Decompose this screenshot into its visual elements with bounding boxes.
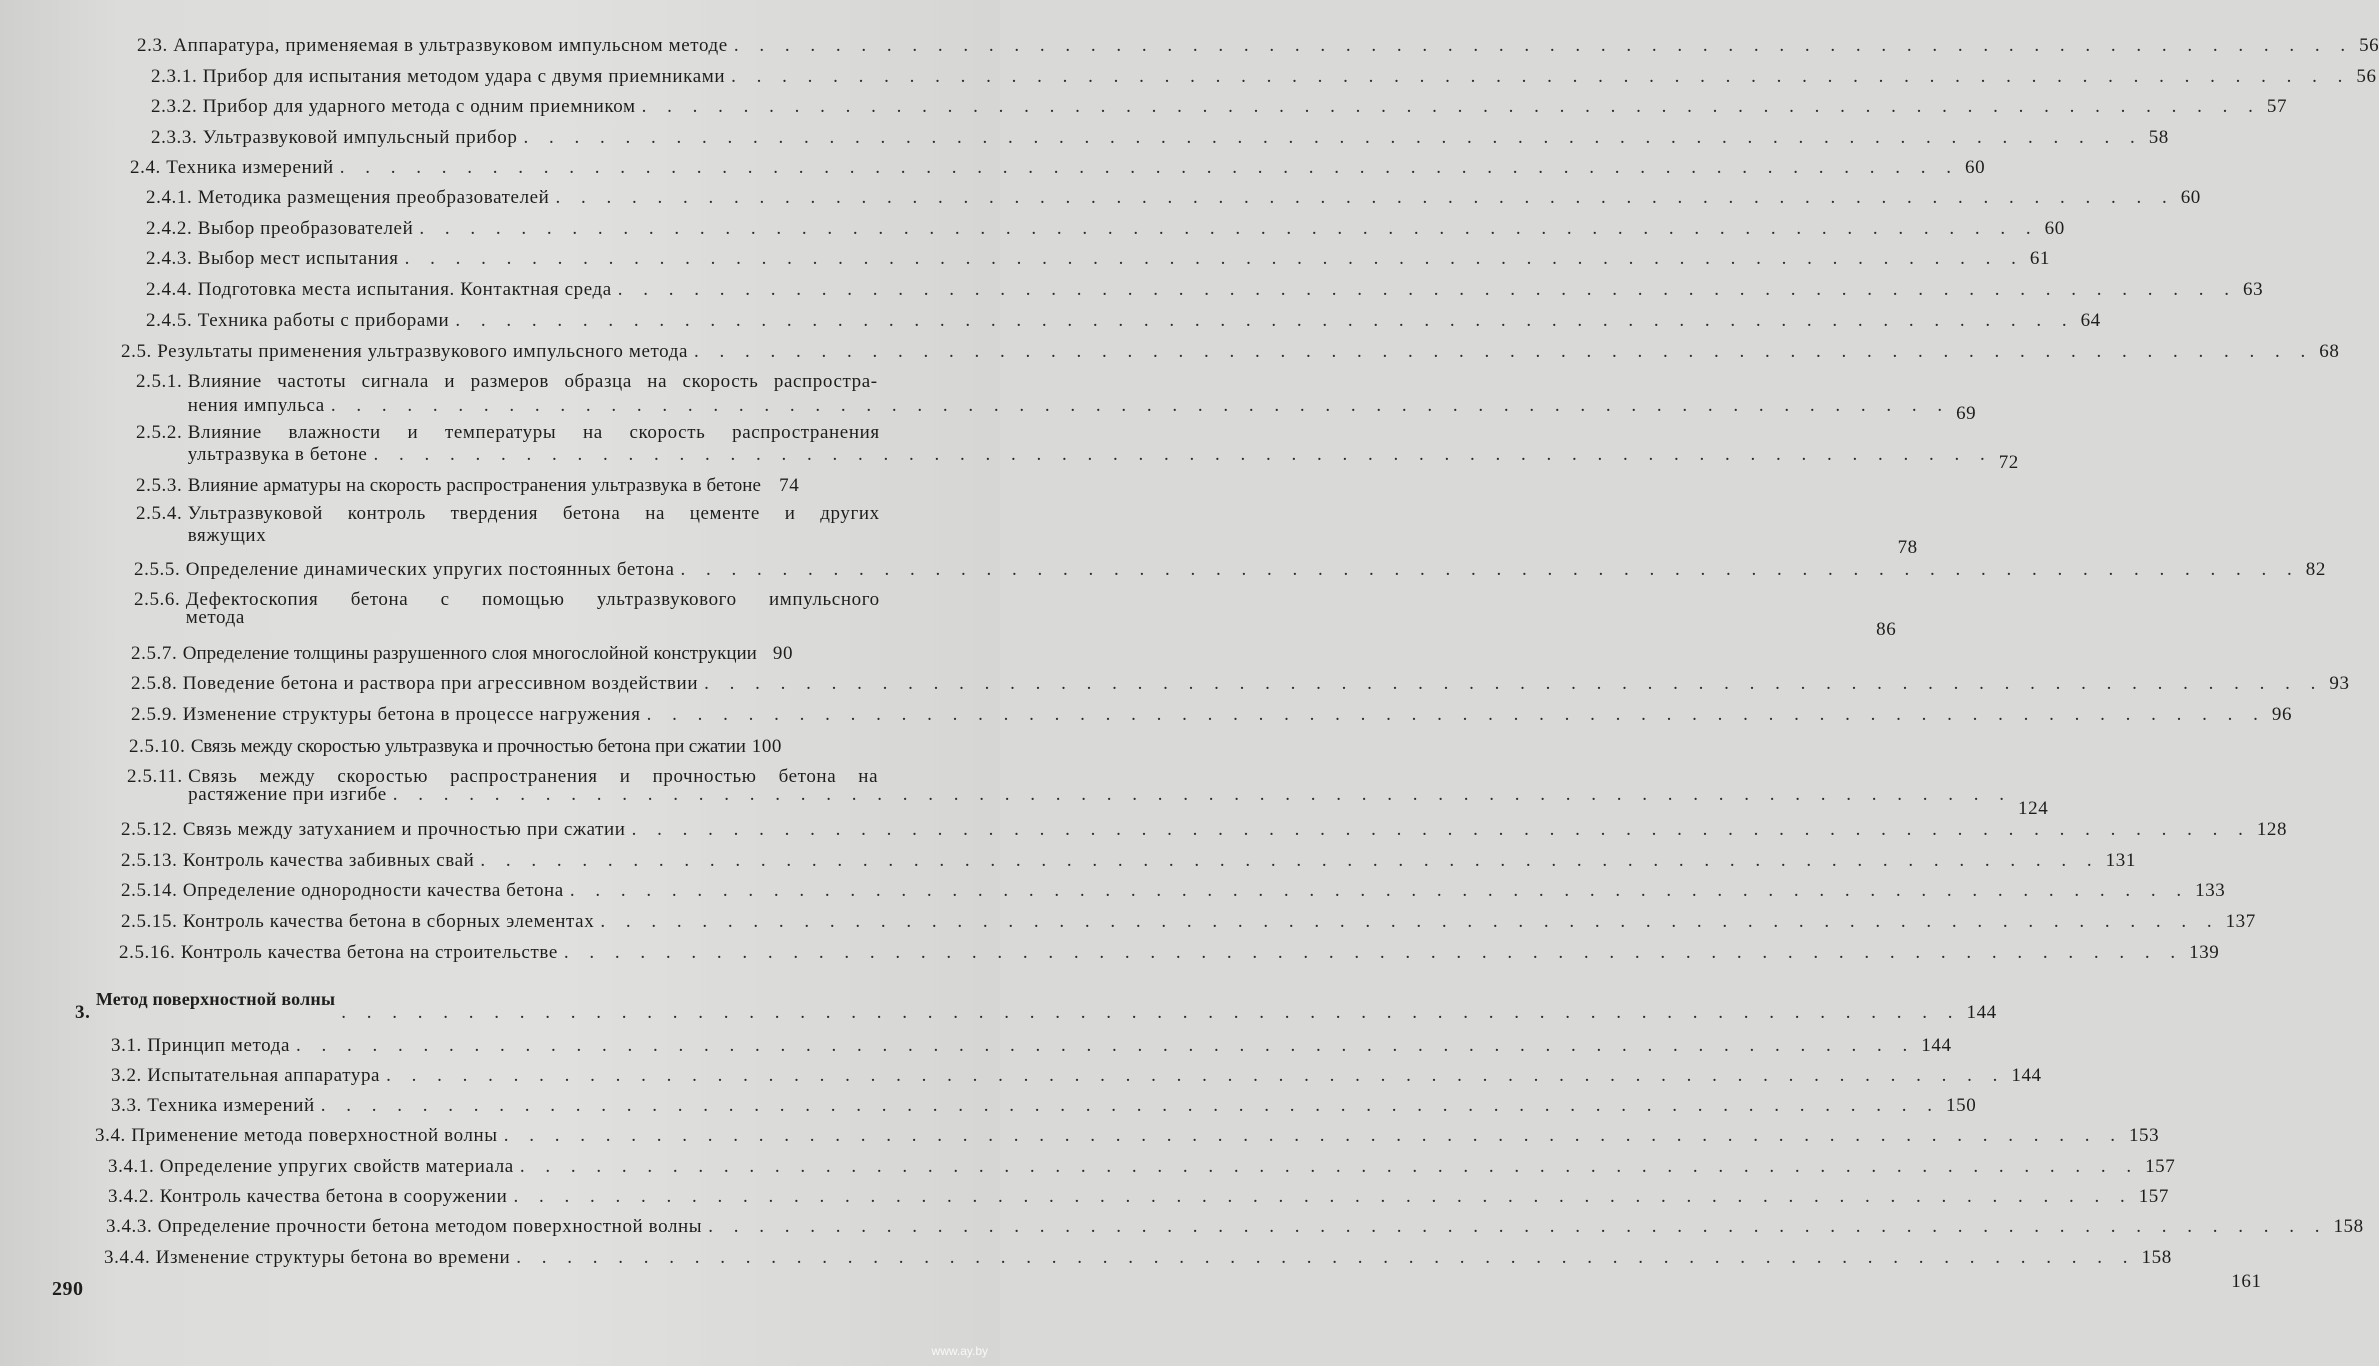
entry-title: Прибор для ударного метода с одним приемником <box>202 96 636 117</box>
dot-leader <box>731 67 2350 87</box>
entry-title: Определение динамических упругих постоянных бетона <box>185 559 675 580</box>
dot-leader <box>555 188 2174 208</box>
entry-page-number: 64 <box>2080 310 2101 331</box>
entry-title: Определение упругих свойств материала <box>159 1156 514 1177</box>
toc-entry <box>130 157 1986 178</box>
toc-entry <box>119 942 2220 963</box>
dot-leader <box>331 396 1950 416</box>
entry-number: 2.4.4. <box>146 279 193 300</box>
entry-page-number: 157 <box>2138 1186 2169 1207</box>
dot-leader <box>600 912 2219 932</box>
toc-entry <box>121 850 2136 871</box>
entry-number: 2.5.5. <box>134 559 181 580</box>
dot-leader <box>734 36 2353 56</box>
entry-number: 2.5.3. <box>136 475 183 496</box>
entry-title-continued: ультразвука в бетоне <box>187 444 368 465</box>
dot-leader <box>564 943 2183 963</box>
entry-title: Контроль качества бетона в сборных элементах <box>182 911 595 932</box>
entry-number: 2.5.10. <box>129 736 186 757</box>
toc-entry <box>151 127 2169 148</box>
entry-number: 3. <box>75 1002 91 1023</box>
entry-page-number: 161 <box>2231 1271 2262 1292</box>
entry-page-number: 60 <box>2044 218 2065 239</box>
entry-title: Определение однородности качества бетона <box>182 880 564 901</box>
dot-leader <box>520 1157 2139 1177</box>
entry-title: Связь между скоростью распространения и прочностью бетона на <box>188 766 879 787</box>
dot-leader <box>504 1126 2123 1146</box>
entry-title: Техника работы с приборами <box>197 310 450 331</box>
entry-title: Применение метода поверхностной волны <box>131 1125 498 1146</box>
entry-title: Методика размещения преобразователей <box>197 187 550 208</box>
entry-title: Техника измерений <box>147 1095 315 1116</box>
entry-page-number: 60 <box>2180 187 2201 208</box>
toc-entry <box>136 476 934 496</box>
entry-title: Влияние арматуры на скорость распространения ультразвука в бетоне <box>187 475 762 496</box>
entry-page-number: 158 <box>2141 1247 2172 1268</box>
entry-number: 2.4.2. <box>146 218 193 239</box>
entry-number: 3.4.3. <box>106 1216 153 1237</box>
entry-title: Влияние влажности и температуры на скорость распространения <box>187 422 880 443</box>
toc-entry <box>111 1095 1977 1116</box>
toc-entry <box>146 187 2201 208</box>
dot-leader <box>680 560 2299 580</box>
entry-page-number: 69 <box>1956 403 1977 424</box>
toc-entry <box>131 673 2350 694</box>
toc-entry <box>121 911 2256 932</box>
entry-title: Испытательная аппаратура <box>147 1065 381 1086</box>
entry-number: 3.4.4. <box>104 1247 151 1268</box>
entry-title: Результаты применения ультразвукового импульсного метода <box>157 341 689 362</box>
entry-page-number: 96 <box>2271 704 2293 725</box>
entry-title: Связь между затуханием и прочностью при сжатии <box>182 819 626 840</box>
entry-title: Прибор для испытания методом удара с двумя приемниками <box>202 66 726 87</box>
entry-number: 2.3.3. <box>151 127 198 148</box>
toc-entry <box>146 218 2065 239</box>
entry-title: Выбор мест испытания <box>197 248 399 269</box>
entry-title: Контроль качества бетона в сооружении <box>159 1186 508 1207</box>
toc-entry <box>111 1035 1952 1056</box>
entry-title: Принцип метода <box>147 1035 291 1056</box>
entry-number: 2.5.4. <box>136 503 183 524</box>
entry-number: 3.4.1. <box>108 1156 155 1177</box>
entry-number: 2.4. <box>130 157 161 178</box>
entry-title: Поведение бетона и раствора при агрессивном воздействии <box>182 673 699 694</box>
entry-page-number: 78 <box>1897 537 1918 558</box>
entry-title: Метод поверхностной волны <box>95 989 336 1009</box>
entry-number: 2.5.9. <box>131 704 178 725</box>
dot-leader <box>296 1036 1915 1056</box>
entry-number: 2.4.1. <box>146 187 193 208</box>
entry-number: 2.5.15. <box>121 911 178 932</box>
entry-title: Изменение структуры бетона во времени <box>155 1247 511 1268</box>
entry-number: 2.4.3. <box>146 248 193 269</box>
dot-leader <box>393 785 2012 805</box>
entry-title: Ультразвуковой контроль твердения бетона на цементе и других <box>187 503 880 524</box>
entry-page-number: 157 <box>2145 1156 2176 1177</box>
toc-entry <box>111 1065 2042 1086</box>
entry-page-number: 90 <box>772 643 794 664</box>
entry-page-number: 133 <box>2195 880 2226 901</box>
entry-page-number: 150 <box>1946 1095 1977 1116</box>
entry-page-number: 144 <box>1921 1035 1952 1056</box>
entry-title: Определение толщины разрушенного слоя многослойной конструкции <box>182 643 757 664</box>
entry-number: 3.4. <box>95 1125 126 1146</box>
entry-title-continued: метода <box>185 607 245 628</box>
toc-entry <box>146 279 2264 300</box>
entry-page-number: 158 <box>2333 1216 2364 1237</box>
entry-title: Аппаратура, применяемая в ультразвуковом импульсном методе <box>173 35 728 56</box>
entry-page-number: 86 <box>1876 619 1897 640</box>
entry-title: Контроль качества бетона на строительстве <box>180 942 558 963</box>
entry-page-number: 137 <box>2225 911 2256 932</box>
entry-number: 3.1. <box>111 1035 142 1056</box>
dot-leader <box>647 705 2266 725</box>
toc-entry <box>136 422 2019 473</box>
entry-number: 3.3. <box>111 1095 142 1116</box>
entry-title-continued: растяжение при изгибе <box>188 784 387 805</box>
entry-page-number: 82 <box>2305 559 2326 580</box>
entry-page-number: 61 <box>2029 248 2051 269</box>
entry-page-number: 144 <box>1966 1002 1997 1023</box>
dot-leader <box>386 1066 2005 1086</box>
entry-number: 2.5.14. <box>121 880 178 901</box>
toc-entry <box>106 1216 2364 1237</box>
entry-number: 2.3. <box>137 35 168 56</box>
toc-entry <box>108 1186 2169 1207</box>
toc-entry <box>129 737 933 757</box>
entry-title: Контроль качества забивных свай <box>182 850 475 871</box>
entry-page-number: 153 <box>2128 1125 2160 1146</box>
dot-leader <box>570 881 2189 901</box>
dot-leader <box>480 851 2099 871</box>
entry-page-number: 68 <box>2319 341 2340 362</box>
dot-leader <box>694 342 2313 362</box>
dot-leader <box>341 1003 1960 1023</box>
dot-leader <box>523 128 2142 148</box>
toc-entry <box>134 589 1897 640</box>
toc-entry <box>121 819 2288 840</box>
toc-entry <box>127 766 2049 819</box>
entry-title: Дефектоскопия бетона с помощью ультразвукового импульсного <box>185 589 880 610</box>
entry-page-number: 63 <box>2243 279 2264 300</box>
entry-page-number: 72 <box>1998 452 2019 473</box>
entry-number: 2.5.1. <box>136 371 183 392</box>
entry-number: 2.5.16. <box>119 942 176 963</box>
toc-entry <box>131 704 2293 725</box>
toc-entry <box>108 1156 2176 1177</box>
entry-title: Изменение структуры бетона в процессе нагружения <box>182 704 641 725</box>
entry-page-number: 56 <box>2359 35 2379 56</box>
entry-number: 2.4.5. <box>146 310 193 331</box>
toc-entry <box>121 880 2226 901</box>
dot-leader <box>405 249 2024 269</box>
dot-leader <box>340 158 1959 178</box>
entry-number: 2.5.13. <box>121 850 178 871</box>
entry-number: 2.5.7. <box>131 643 178 664</box>
entry-page-number: 74 <box>779 475 800 496</box>
toc-entry <box>137 35 2379 56</box>
watermark: www.ay.by <box>931 1344 988 1358</box>
entry-title: Ультразвуковой импульсный прибор <box>202 127 518 148</box>
dot-leader <box>513 1187 2132 1207</box>
entry-page-number: 131 <box>2105 850 2136 871</box>
toc-entry <box>151 66 2377 87</box>
entry-title: Влияние частоты сигнала и размеров образца на скорость распростра- <box>187 371 878 392</box>
entry-title: Выбор преобразователей <box>197 218 414 239</box>
entry-number: 2.5.6. <box>134 589 181 610</box>
toc-entry <box>131 644 931 664</box>
toc-entry <box>104 1247 2172 1268</box>
entry-page-number: 93 <box>2329 673 2350 694</box>
toc-entry <box>121 341 2340 362</box>
entry-page-number: 100 <box>751 736 783 757</box>
toc-entry <box>146 310 2101 331</box>
entry-page-number: 139 <box>2189 942 2220 963</box>
entry-title-continued: нения импульса <box>187 395 325 416</box>
toc-entry <box>134 559 2326 580</box>
toc-entry <box>146 248 2051 269</box>
entry-number: 2.5.12. <box>121 819 178 840</box>
entry-title: Техника измерений <box>166 157 334 178</box>
toc-entry <box>151 96 2288 117</box>
dot-leader <box>419 219 2038 239</box>
dot-leader <box>708 1217 2327 1237</box>
toc-entry <box>136 371 1977 424</box>
entry-number: 3.4.2. <box>108 1186 155 1207</box>
entry-number: 2.5.2. <box>136 422 183 443</box>
dot-leader <box>455 311 2074 331</box>
toc-entry <box>95 1125 2160 1146</box>
entry-number: 2.3.1. <box>151 66 198 87</box>
dot-leader <box>704 674 2323 694</box>
dot-leader <box>373 445 1992 465</box>
entry-number: 2.3.2. <box>151 96 198 117</box>
entry-title-continued: вяжущих <box>187 525 267 546</box>
entry-title: Связь между скоростью ультразвука и прочностью бетона при сжатии <box>190 736 746 757</box>
entry-page-number: 57 <box>2266 96 2288 117</box>
dot-leader <box>632 820 2251 840</box>
dot-leader <box>516 1248 2135 1268</box>
entry-page-number: 144 <box>2011 1065 2042 1086</box>
dot-leader <box>642 97 2261 117</box>
entry-number: 2.5.11. <box>127 766 183 787</box>
entry-page-number: 60 <box>1965 157 1986 178</box>
toc-entry <box>136 503 1918 558</box>
entry-page-number: 58 <box>2148 127 2169 148</box>
entry-page-number: 56 <box>2356 66 2377 87</box>
entry-page-number: 124 <box>2018 798 2049 819</box>
dot-leader <box>321 1096 1940 1116</box>
entry-page-number: 128 <box>2256 819 2288 840</box>
entry-title: Определение прочности бетона методом поверхностной волны <box>157 1216 703 1237</box>
page-folio-number: 290 <box>52 1278 84 1300</box>
entry-number: 3.2. <box>111 1065 142 1086</box>
toc-chapter-entry <box>75 989 1997 1023</box>
toc-entry <box>600 1271 2262 1292</box>
entry-title: Подготовка места испытания. Контактная среда <box>197 279 612 300</box>
entry-number: 2.5.8. <box>131 673 178 694</box>
dot-leader <box>618 280 2237 300</box>
entry-number: 2.5. <box>121 341 152 362</box>
